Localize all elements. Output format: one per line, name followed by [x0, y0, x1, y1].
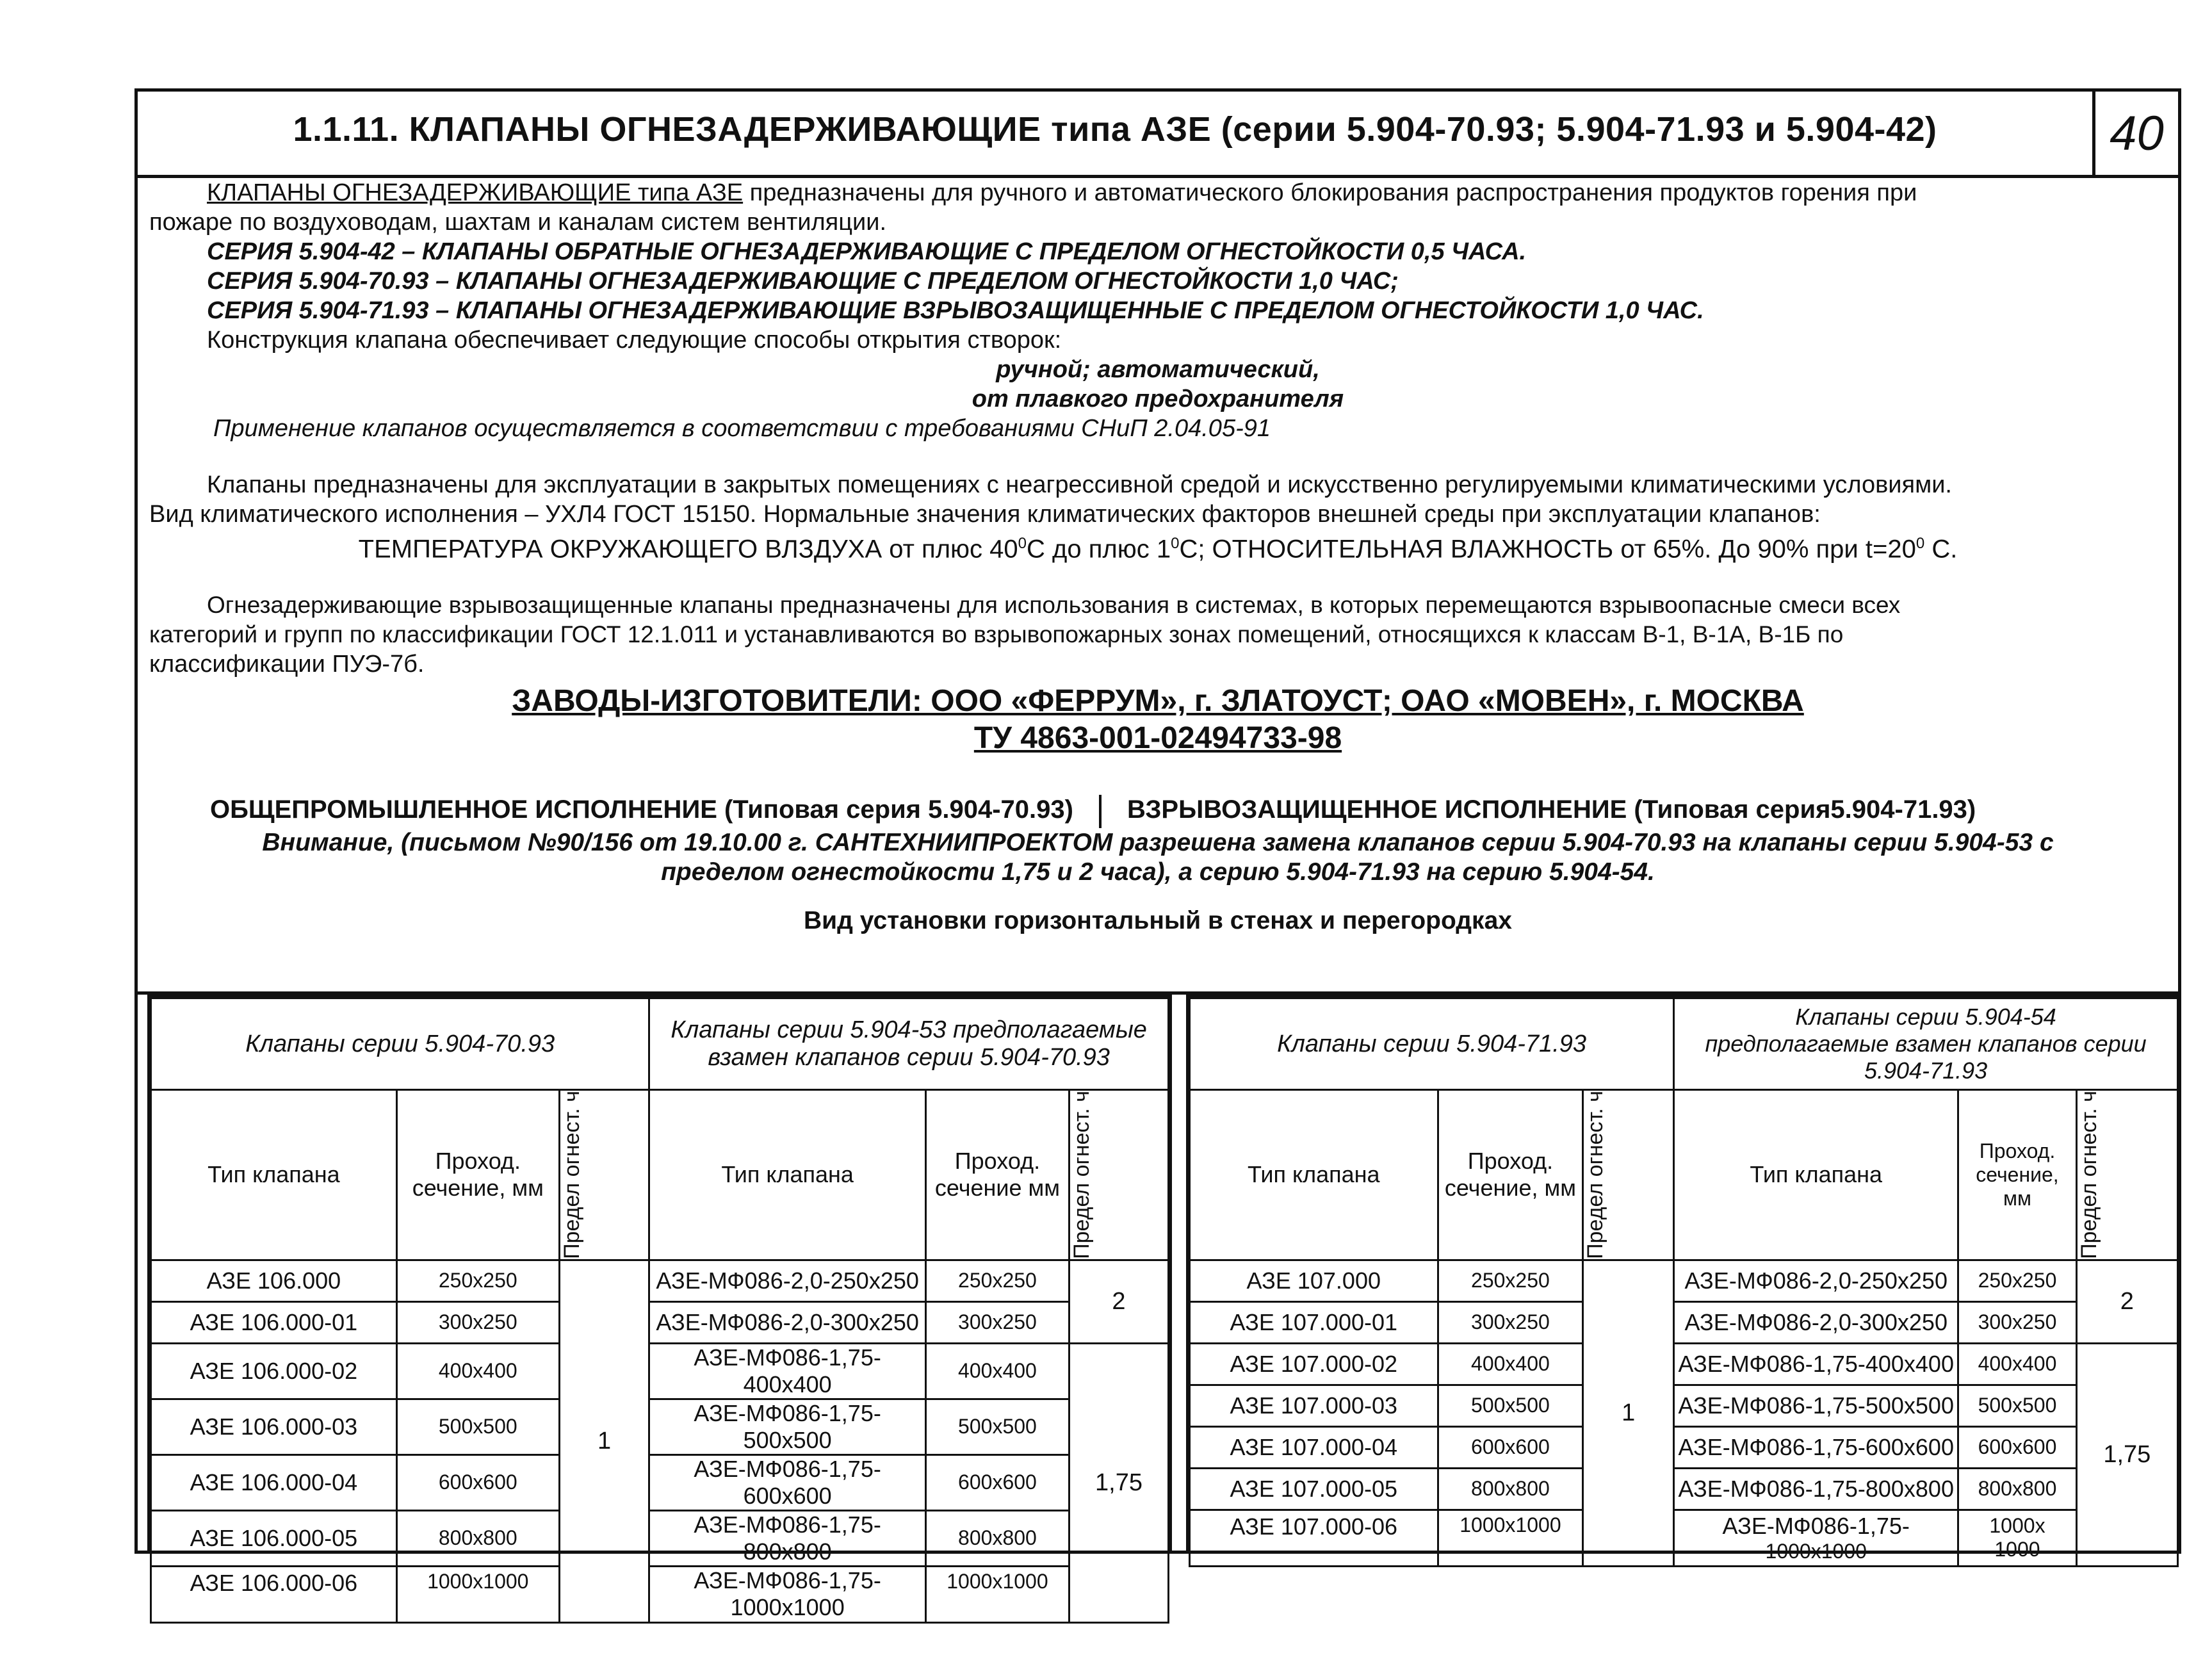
- right-col-limit-text: Предел огнест. ч: [1583, 1091, 1608, 1259]
- table-cell: 600x600: [396, 1454, 559, 1510]
- table-cell: 1000x1000: [396, 1566, 559, 1622]
- table-cell: 800x800: [396, 1510, 559, 1566]
- execution-divider: [1099, 795, 1102, 828]
- table-row: АЗЕ-МФ086-2,0-300x250: [649, 1301, 926, 1343]
- table-cell: 600x600: [1958, 1426, 2076, 1468]
- series-71: СЕРИЯ 5.904-71.93 – КЛАПАНЫ ОГНЕЗАДЕРЖИВАЮЩИЕ ВЗРЫВОЗАЩИЩЕННЫЕ С ПРЕДЕЛОМ ОГНЕСТОЙКОСТИ 1,0 ЧАС.: [207, 297, 1704, 324]
- table-row: АЗЕ 106.000-03: [151, 1399, 397, 1454]
- table-row: АЗЕ 106.000-01: [151, 1301, 397, 1343]
- table-row: [1674, 1510, 1958, 1566]
- install-type: Вид установки горизонтальный в стенах и перегородках: [804, 906, 1512, 934]
- left-g2-limit-b: 1,75: [1069, 1343, 1168, 1622]
- series-70: СЕРИЯ 5.904-70.93 – КЛАПАНЫ ОГНЕЗАДЕРЖИВАЮЩИЕ С ПРЕДЕЛОМ ОГНЕСТОЙКОСТИ 1,0 ЧАС;: [207, 268, 1399, 295]
- table-row: АЗЕ 106.000-02: [151, 1343, 397, 1399]
- series-42: СЕРИЯ 5.904-42 – КЛАПАНЫ ОБРАТНЫЕ ОГНЕЗАДЕРЖИВАЮЩИЕ С ПРЕДЕЛОМ ОГНЕСТОЙКОСТИ 0,5 ЧАСА.: [207, 238, 1527, 265]
- climate-temperature: [149, 529, 2167, 564]
- right-last-section-l2: 1000: [1994, 1538, 2040, 1561]
- left-last-type-l2: 1000x1000: [730, 1594, 845, 1621]
- temp-b: С до плюс 1: [1027, 535, 1171, 564]
- table-cell: 250x250: [1438, 1260, 1583, 1301]
- explosion-line-2: категорий и групп по классификации ГОСТ 12.1.011 и устанавливаются во взрывопожарных зонах помещений, относящихся к классам В-1, В-1А, В-1Б по: [149, 621, 1844, 648]
- table-row: АЗЕ 106.000-06: [151, 1566, 397, 1622]
- table-cell: 800x800: [1958, 1468, 2076, 1510]
- table-row: АЗЕ 107.000-01: [1190, 1301, 1438, 1343]
- table-cell: 800x800: [1438, 1468, 1583, 1510]
- right-col-limit-2-text: Предел огнест. ч: [2076, 1091, 2101, 1259]
- table-row: АЗЕ-МФ086-1,75-400x400: [649, 1343, 926, 1399]
- intro-line-1: [149, 178, 2167, 208]
- table-cell: 300x250: [396, 1301, 559, 1343]
- left-col-limit: [559, 1090, 649, 1260]
- table-cell: 300x250: [925, 1301, 1069, 1343]
- right-group2-title-l2: предполагаемые взамен клапанов серии: [1705, 1030, 2147, 1057]
- right-group1-title: Клапаны серии 5.904-71.93: [1190, 998, 1674, 1090]
- table-cell: 250x250: [396, 1260, 559, 1301]
- table-row: АЗЕ 107.000-03: [1190, 1385, 1438, 1426]
- right-col-limit-2: [2076, 1090, 2177, 1260]
- right-col-type-2: Тип клапана: [1674, 1090, 1958, 1260]
- temp-c: С; ОТНОСИТЕЛЬНАЯ ВЛАЖНОСТЬ от 65%. До 90% при t=20: [1179, 535, 1916, 564]
- left-group1-title: Клапаны серии 5.904-70.93: [151, 998, 649, 1090]
- table-row: АЗЕ 107.000: [1190, 1260, 1438, 1301]
- application-text: Применение клапанов осуществляется в соответствии с требованиями СНиП 2.04.05-91: [213, 415, 1271, 442]
- right-g1-limit: 1: [1583, 1260, 1674, 1566]
- table-cell: 500x500: [1438, 1385, 1583, 1426]
- manufacturers-line: ЗАВОДЫ-ИЗГОТОВИТЕЛИ: ООО «ФЕРРУМ», г. ЗЛАТОУСТ; ОАО «МОВЕН», г. МОСКВА: [512, 684, 1804, 719]
- table-cell: 250x250: [1958, 1260, 2076, 1301]
- execution-explosion-proof: ВЗРЫВОЗАЩИЩЕННОЕ ИСПОЛНЕНИЕ (Типовая серия5.904-71.93): [1126, 795, 1976, 824]
- table-row: АЗЕ-МФ086-1,75-500x500: [649, 1399, 926, 1454]
- degree-mark: 0: [1018, 535, 1027, 552]
- left-group2-title-l2: взамен клапанов серии 5.904-70.93: [708, 1044, 1110, 1071]
- page-number-box: [2092, 92, 2178, 175]
- left-last-type-l1: АЗЕ-МФ086-1,75-: [694, 1567, 881, 1594]
- left-g1-limit: 1: [559, 1260, 649, 1622]
- right-last-type-l2: 1000x1000: [1765, 1539, 1867, 1563]
- table-row: АЗЕ 107.000-02: [1190, 1343, 1438, 1385]
- table-row: АЗЕ 107.000-06: [1190, 1510, 1438, 1566]
- temp-a: ТЕМПЕРАТУРА ОКРУЖАЮЩЕГО ВЛЗДУХА от плюс 40: [358, 535, 1018, 564]
- tu-line: ТУ 4863-001-02494733-98: [973, 721, 1342, 756]
- attention-line-1: Внимание, (письмом №90/156 от 19.10.00 г. САНТЕХНИИПРОЕКТОМ разрешена замена клапанов серии 5.904-70.93 на клапаны серии 5.904-53 с: [262, 828, 2054, 856]
- temp-d: С.: [1924, 535, 1958, 564]
- left-col-limit-text: Предел огнест. ч: [559, 1091, 584, 1259]
- intro-lead-rest: предназначены для ручного и автоматического блокирования распространения продуктов горения при: [743, 179, 1917, 206]
- table-cell: 300x250: [1958, 1301, 2076, 1343]
- table-cell: [1958, 1510, 2076, 1566]
- left-col-type: Тип клапана: [151, 1090, 397, 1260]
- left-g2-limit-a: 2: [1069, 1260, 1168, 1343]
- table-cell: 500x500: [396, 1399, 559, 1454]
- right-g2-limit-b: 1,75: [2076, 1343, 2177, 1566]
- right-last-type-l1: АЗЕ-МФ086-1,75-: [1722, 1512, 1910, 1539]
- methods-line-1: ручной; автоматический,: [996, 356, 1320, 383]
- table-cell: 300x250: [1438, 1301, 1583, 1343]
- table-cell: 400x400: [1958, 1343, 2076, 1385]
- left-col-limit-2: [1069, 1090, 1168, 1260]
- intro-lead: КЛАПАНЫ ОГНЕЗАДЕРЖИВАЮЩИЕ типа АЗЕ: [207, 179, 744, 206]
- table-row: [649, 1566, 926, 1622]
- right-col-limit: [1583, 1090, 1674, 1260]
- right-col-section-2: Проход. сечение, мм: [1958, 1090, 2076, 1260]
- table-row: АЗЕ 107.000-05: [1190, 1468, 1438, 1510]
- table-row: АЗЕ-МФ086-1,75-800x800: [1674, 1468, 1958, 1510]
- climate-line-1: Клапаны предназначены для эксплуатации в закрытых помещениях с неагрессивной средой и искусственно регулируемыми климатическими условиями.: [207, 471, 1952, 498]
- table-left: [147, 995, 1172, 1621]
- table-row: АЗЕ 107.000-04: [1190, 1426, 1438, 1468]
- explosion-line-3: классификации ПУЭ-7б.: [149, 651, 425, 678]
- table-right: [1186, 995, 2181, 1563]
- construction-text: Конструкция клапана обеспечивает следующие способы открытия створок:: [207, 327, 1062, 354]
- table-row: АЗЕ-МФ086-1,75-600x600: [1674, 1426, 1958, 1468]
- table-row: АЗЕ 106.000-05: [151, 1510, 397, 1566]
- right-col-section: Проход. сечение, мм: [1438, 1090, 1583, 1260]
- attention-line-2: пределом огнестойкости 1,75 и 2 часа), а серию 5.904-71.93 на серию 5.904-54.: [661, 858, 1655, 886]
- table-row: АЗЕ-МФ086-1,75-600x600: [649, 1454, 926, 1510]
- table-row: АЗЕ-МФ086-2,0-250x250: [1674, 1260, 1958, 1301]
- right-group2-title-l1: Клапаны серии 5.904-54: [1795, 1004, 2056, 1030]
- table-row: АЗЕ 106.000-04: [151, 1454, 397, 1510]
- degree-mark: 0: [1171, 535, 1180, 552]
- table-cell: 600x600: [1438, 1426, 1583, 1468]
- page-title: 1.1.11. КЛАПАНЫ ОГНЕЗАДЕРЖИВАЮЩИЕ типа АЗЕ (серии 5.904-70.93; 5.904-71.93 и 5.904-42): [293, 110, 1937, 149]
- left-group2-title-l1: Клапаны серии 5.904-53 предполагаемые: [671, 1016, 1147, 1043]
- table-row: АЗЕ 106.000: [151, 1260, 397, 1301]
- left-group2-title: [649, 998, 1169, 1090]
- table-cell: 1000x1000: [1438, 1510, 1583, 1566]
- table-cell: 400x400: [925, 1343, 1069, 1399]
- table-row: АЗЕ-МФ086-1,75-800x800: [649, 1510, 926, 1566]
- execution-general: ОБЩЕПРОМЫШЛЕННОЕ ИСПОЛНЕНИЕ (Типовая серия 5.904-70.93): [210, 795, 1073, 824]
- body-text: [149, 178, 2167, 936]
- table-cell: 1000x1000: [925, 1566, 1069, 1622]
- right-group2-title: [1674, 998, 2178, 1090]
- table-row: АЗЕ-МФ086-2,0-300x250: [1674, 1301, 1958, 1343]
- table-row: АЗЕ-МФ086-1,75-400x400: [1674, 1343, 1958, 1385]
- climate-line-2: Вид климатического исполнения – УХЛ4 ГОСТ 15150. Нормальные значения климатических факторов внешней среды при эксплуатации клапанов:: [149, 501, 1821, 528]
- table-left-grid: [150, 997, 1169, 1624]
- table-right-grid: [1189, 997, 2179, 1567]
- table-cell: 600x600: [925, 1454, 1069, 1510]
- left-col-type-2: Тип клапана: [649, 1090, 926, 1260]
- table-row: АЗЕ-МФ086-2,0-250x250: [649, 1260, 926, 1301]
- left-col-section: Проход. сечение, мм: [396, 1090, 559, 1260]
- table-cell: 500x500: [1958, 1385, 2076, 1426]
- right-group2-title-l3: 5.904-71.93: [1864, 1057, 1988, 1084]
- header-row: [138, 92, 2178, 178]
- intro-line-2: пожаре по воздуховодам, шахтам и каналам систем вентиляции.: [149, 209, 887, 236]
- right-col-type: Тип клапана: [1190, 1090, 1438, 1260]
- page-number: 40: [2110, 106, 2164, 161]
- right-last-section-l1: 1000x: [1989, 1514, 2045, 1538]
- left-col-section-2: Проход. сечение мм: [925, 1090, 1069, 1260]
- right-g2-limit-a: 2: [2076, 1260, 2177, 1343]
- table-cell: 500x500: [925, 1399, 1069, 1454]
- table-cell: 800x800: [925, 1510, 1069, 1566]
- degree-mark: 0: [1915, 535, 1925, 552]
- table-row: АЗЕ-МФ086-1,75-500x500: [1674, 1385, 1958, 1426]
- execution-row: [149, 792, 2167, 827]
- left-col-limit-2-text: Предел огнест. ч: [1069, 1091, 1094, 1259]
- table-cell: 400x400: [1438, 1343, 1583, 1385]
- explosion-line-1: Огнезадерживающие взрывозащищенные клапаны предназначены для использования в системах, в которых перемещаются взрывоопасные смеси всех: [207, 592, 1901, 619]
- methods-line-2: от плавкого предохранителя: [972, 386, 1344, 412]
- table-cell: 250x250: [925, 1260, 1069, 1301]
- table-cell: 400x400: [396, 1343, 559, 1399]
